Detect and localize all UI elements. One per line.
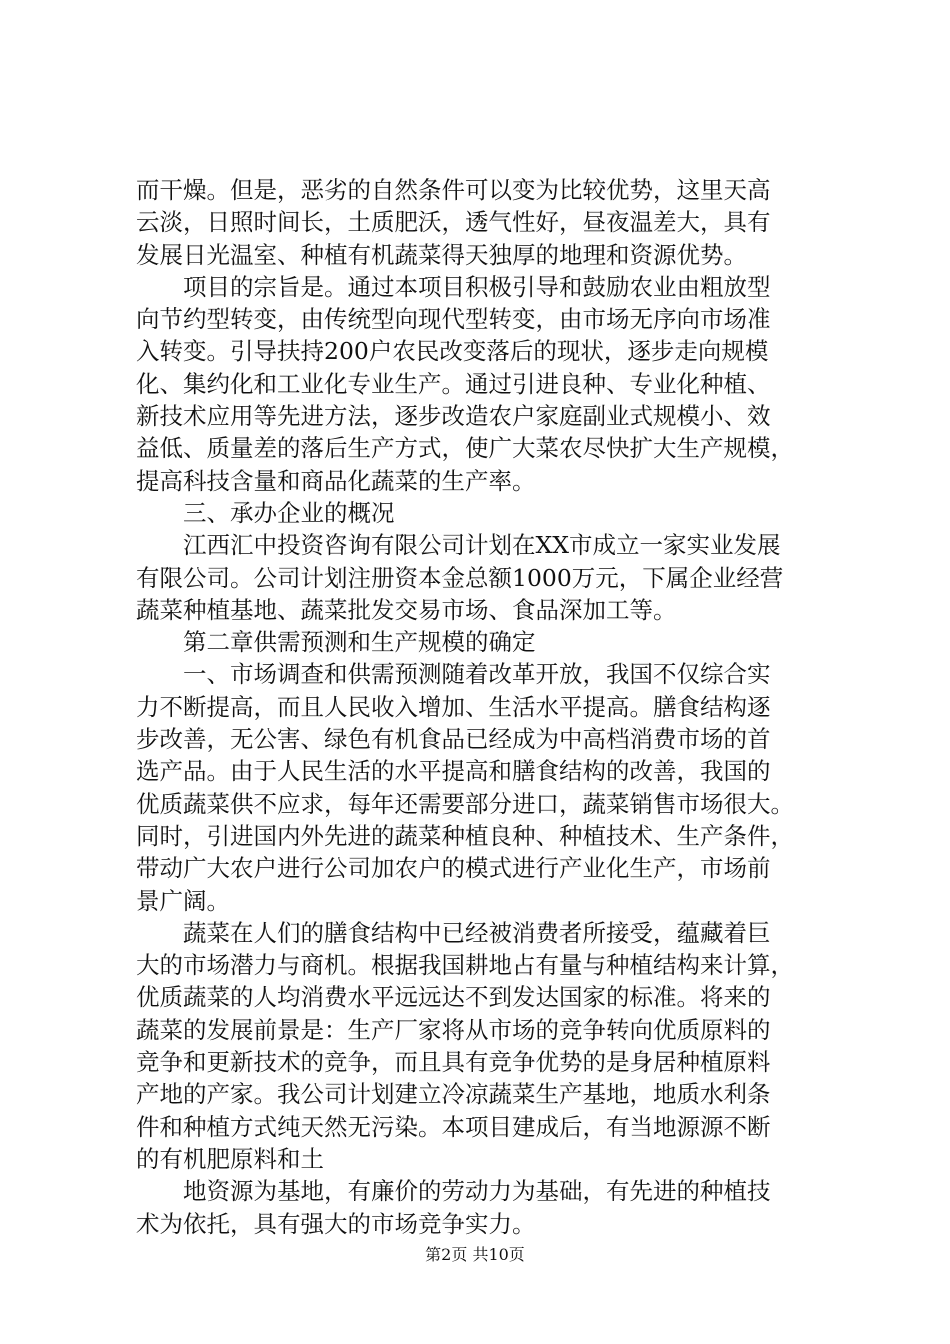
- text-line: 云淡，日照时间长，土质肥沃，透气性好，昼夜温差大，具有: [136, 208, 771, 237]
- text-line: 新技术应用等先进方法，逐步改造农户家庭副业式规模小、效: [136, 402, 771, 431]
- text-line: 景广阔。: [136, 886, 230, 915]
- text-line: 选产品。由于人民生活的水平提高和膳食结构的改善，我国的: [136, 757, 771, 786]
- text-line: 产地的产家。我公司计划建立冷凉蔬菜生产基地，地质水利条: [136, 1080, 771, 1109]
- text-line: 地资源为基地，有廉价的劳动力为基础，有先进的种植技: [183, 1177, 771, 1206]
- text-line: 一、市场调查和供需预测随着改革开放，我国不仅综合实: [183, 660, 771, 689]
- page-footer: 第2页 共10页: [425, 1245, 525, 1264]
- text-line: 江西汇中投资咨询有限公司计划在XX市成立一家实业发展: [183, 531, 781, 560]
- text-line: 而干燥。但是，恶劣的自然条件可以变为比较优势，这里天高: [136, 176, 771, 204]
- text-line: 项目的宗旨是。通过本项目积极引导和鼓励农业由粗放型: [183, 272, 771, 301]
- text-line: 有限公司。公司计划注册资本金总额1000万元，下属企业经营: [136, 563, 784, 592]
- text-line: 件和种植方式纯天然无污染。本项目建成后，有当地源源不断: [136, 1112, 771, 1141]
- text-line: 三、承办企业的概况: [183, 498, 395, 527]
- document-body: [136, 174, 826, 1240]
- text-line: 提高科技含量和商品化蔬菜的生产率。: [136, 466, 536, 495]
- text-line: 大的市场潜力与商机。根据我国耕地占有量与种植结构来计算，: [136, 951, 794, 980]
- text-line: 发展日光温室、种植有机蔬菜得天独厚的地理和资源优势。: [136, 240, 747, 269]
- text-line: 入转变。引导扶持200户农民改变落后的现状，逐步走向规模: [136, 337, 769, 366]
- text-line: 步改善，无公害、绿色有机食品已经成为中高档消费市场的首: [136, 725, 771, 754]
- text-line: 优质蔬菜供不应求，每年还需要部分进口，蔬菜销售市场很大。: [136, 789, 794, 818]
- text-line: 竞争和更新技术的竞争，而且具有竞争优势的是身居种植原料: [136, 1048, 771, 1077]
- text-line: 蔬菜在人们的膳食结构中已经被消费者所接受，蕴藏着巨: [183, 918, 771, 947]
- text-line: 蔬菜的发展前景是：生产厂家将从市场的竞争转向优质原料的: [136, 1015, 771, 1044]
- text-line: 蔬菜种植基地、蔬菜批发交易市场、食品深加工等。: [136, 595, 677, 624]
- text-line: 第二章供需预测和生产规模的确定: [183, 628, 536, 657]
- text-line: 术为依托，具有强大的市场竞争实力。: [136, 1209, 536, 1238]
- text-line: 化、集约化和工业化专业生产。通过引进良种、专业化种植、: [136, 369, 771, 398]
- text-line: 同时，引进国内外先进的蔬菜种植良种、种植技术、生产条件，: [136, 821, 794, 850]
- text-line: 带动广大农户进行公司加农户的模式进行产业化生产，市场前: [136, 854, 771, 883]
- text-line: 的有机肥原料和土: [136, 1144, 324, 1173]
- text-line: 向节约型转变，由传统型向现代型转变，由市场无序向市场准: [136, 305, 771, 334]
- text-line: 力不断提高，而且人民收入增加、生活水平提高。膳食结构逐: [136, 692, 771, 721]
- text-line: 益低、质量差的落后生产方式，使广大菜农尽快扩大生产规模，: [136, 434, 794, 463]
- text-line: 优质蔬菜的人均消费水平远远达不到发达国家的标准。将来的: [136, 983, 771, 1012]
